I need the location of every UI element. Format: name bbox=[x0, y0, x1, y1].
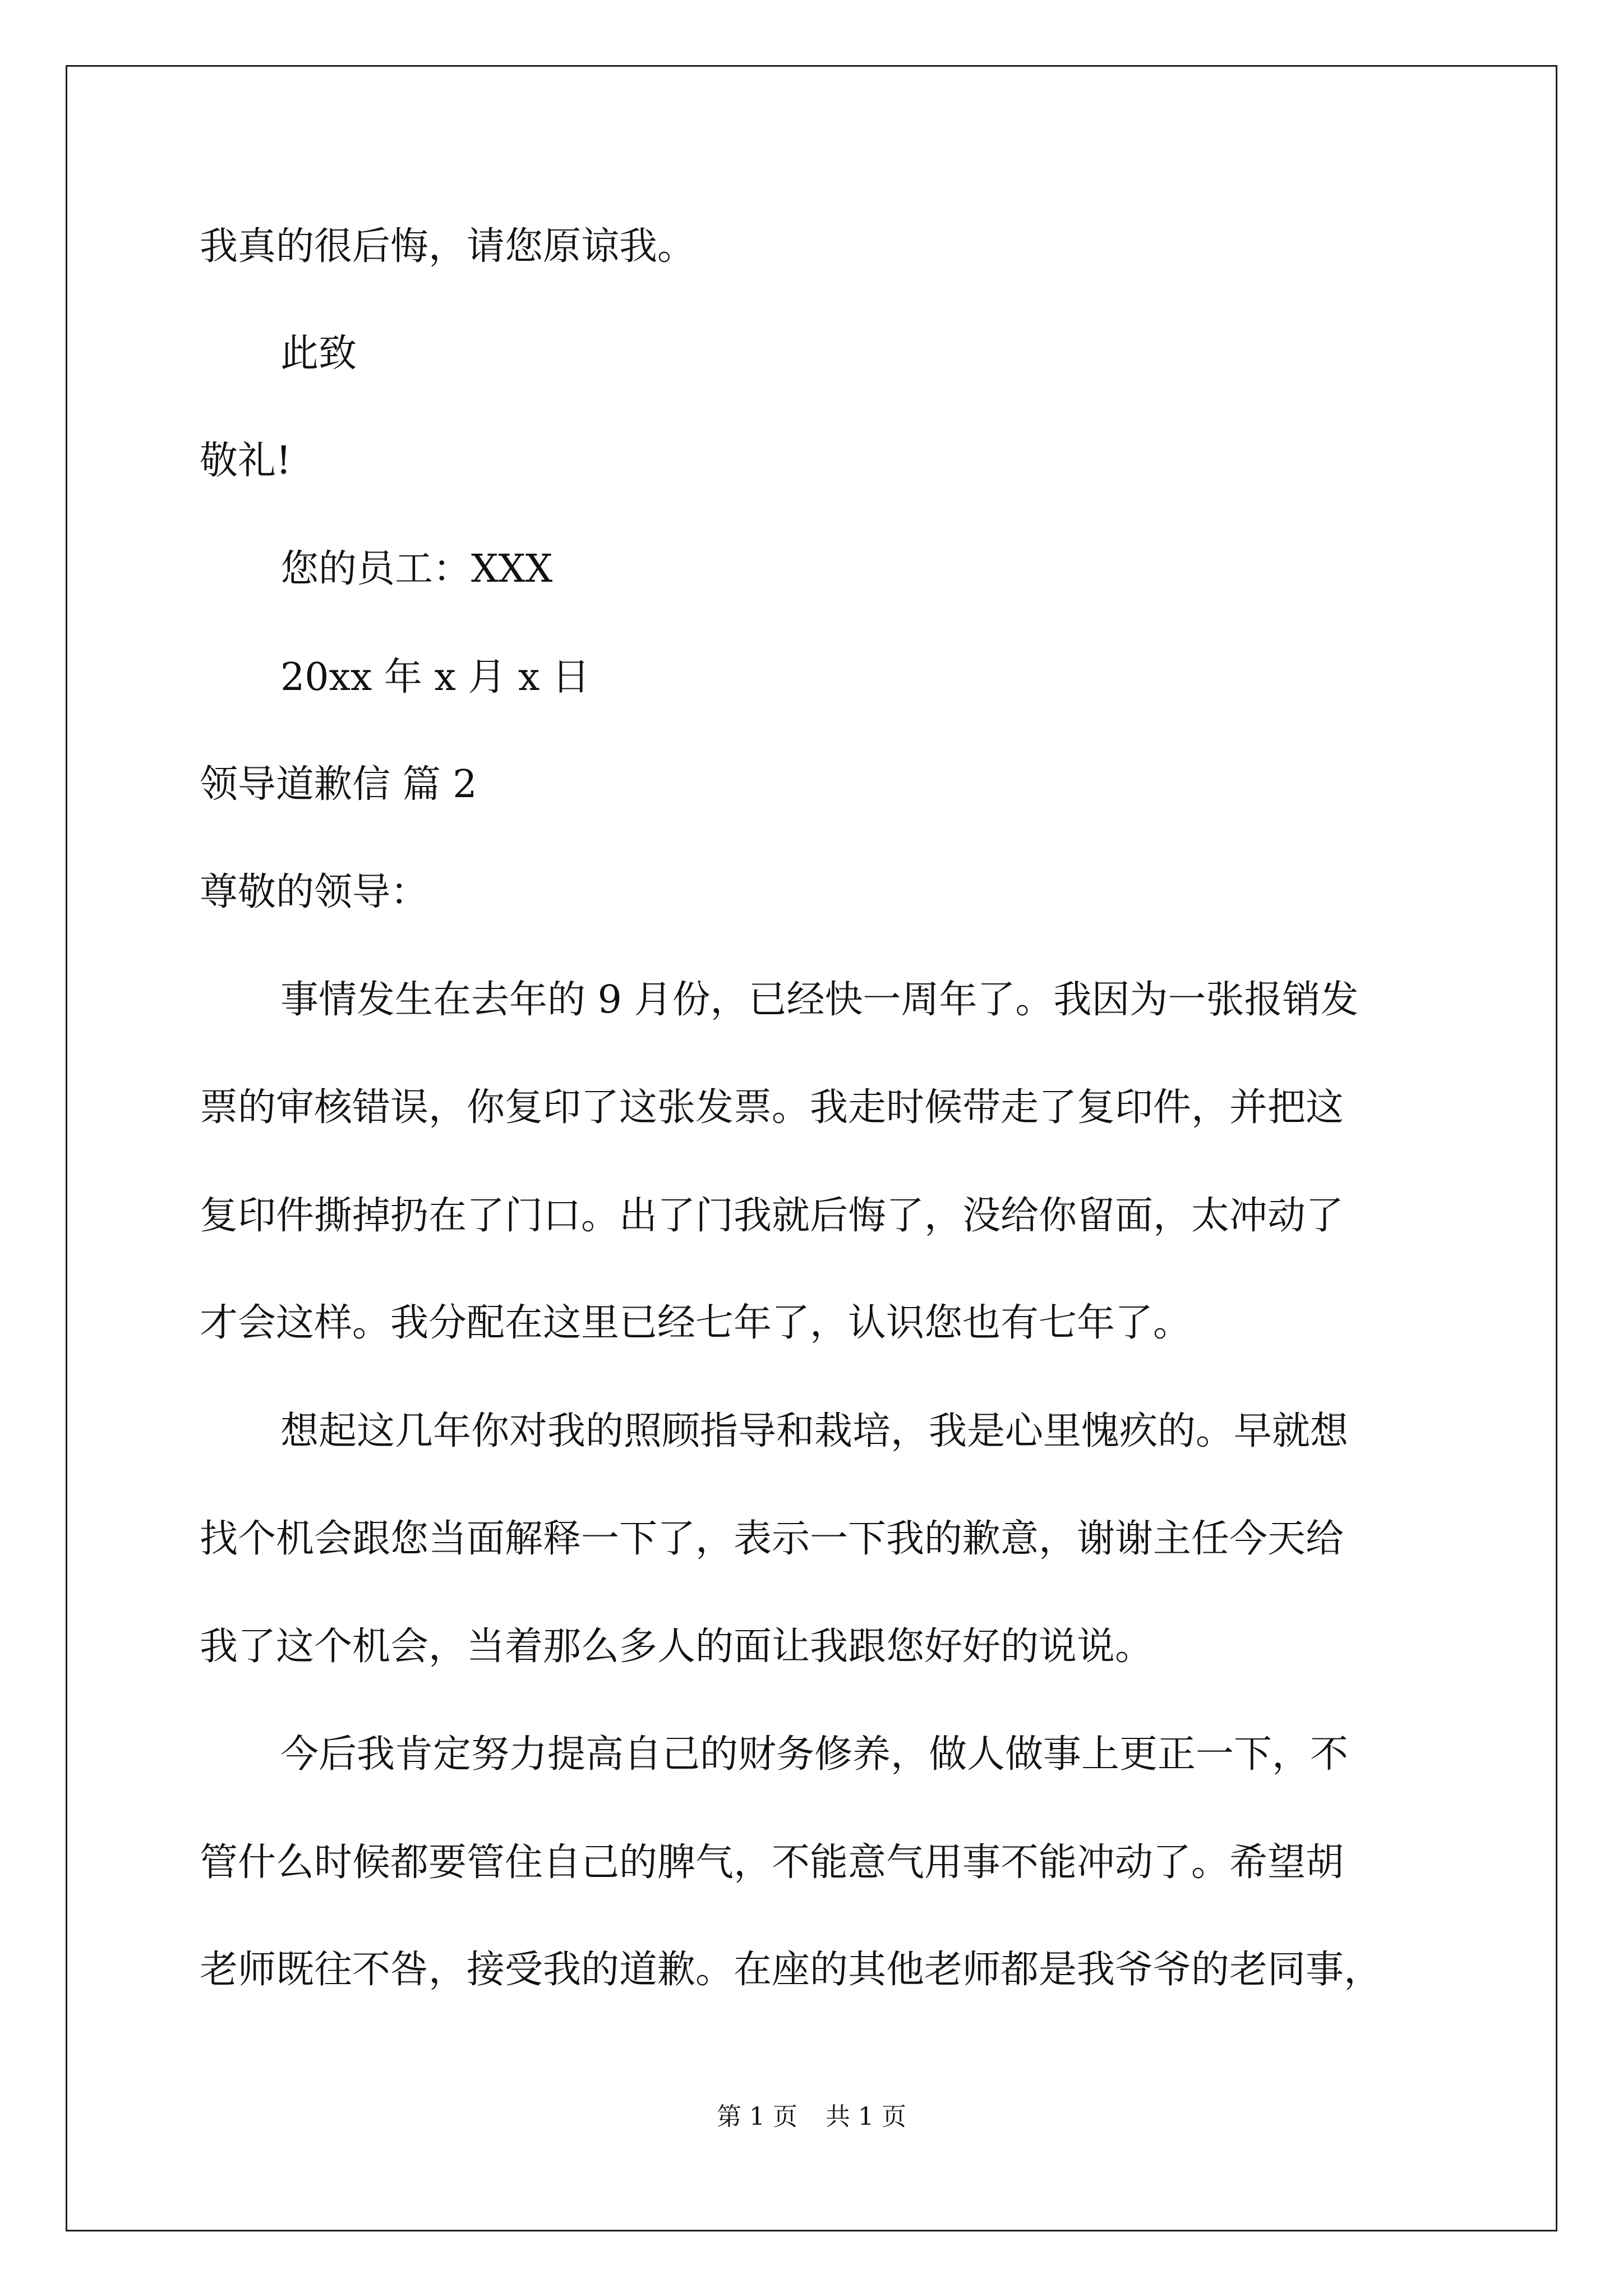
paragraph-2-line-2: 找个机会跟您当面解释一下了，表示一下我的歉意，谢谢主任今天给 bbox=[200, 1517, 1344, 1561]
signature-date: 20xx 年 x 月 x 日 bbox=[280, 655, 591, 700]
paragraph-1-line-4: 才会这样。我分配在这里已经七年了，认识您也有七年了。 bbox=[200, 1301, 1192, 1345]
paragraph-2-line-3: 我了这个机会，当着那么多人的面让我跟您好好的说说。 bbox=[200, 1625, 1154, 1669]
paragraph-3-line-1: 今后我肯定努力提高自己的财务修养，做人做事上更正一下，不 bbox=[280, 1732, 1349, 1777]
paragraph-1-line-1: 事情发生在去年的 9 月份，已经快一周年了。我因为一张报销发 bbox=[280, 978, 1359, 1022]
paragraph-1-line-3: 复印件撕掉扔在了门口。出了门我就后悔了，没给你留面，太冲动了 bbox=[200, 1194, 1344, 1238]
paragraph-3-line-3: 老师既往不咎，接受我的道歉。在座的其他老师都是我爷爷的老同事， bbox=[200, 1948, 1382, 1992]
page-total: 共 1 页 bbox=[826, 2102, 906, 2131]
paragraph-1-line-2: 票的审核错误，你复印了这张发票。我走时候带走了复印件，并把这 bbox=[200, 1085, 1344, 1130]
section-heading: 领导道歉信 篇 2 bbox=[200, 762, 477, 807]
signature-employee: 您的员工：XXX bbox=[280, 547, 553, 591]
paragraph-2-line-1: 想起这几年你对我的照顾指导和栽培，我是心里愧疚的。早就想 bbox=[280, 1409, 1349, 1453]
page-number: 第 1 页 bbox=[717, 2102, 797, 2131]
page-footer bbox=[0, 2100, 1623, 2134]
closing-salutation: 此致 bbox=[280, 332, 357, 376]
text-line-1: 我真的很后悔，请您原谅我。 bbox=[200, 224, 696, 269]
page-border bbox=[66, 65, 1557, 2231]
paragraph-3-line-2: 管什么时候都要管住自己的脾气，不能意气用事不能冲动了。希望胡 bbox=[200, 1841, 1344, 1885]
closing-respect: 敬礼! bbox=[200, 439, 292, 483]
greeting: 尊敬的领导： bbox=[200, 870, 429, 914]
